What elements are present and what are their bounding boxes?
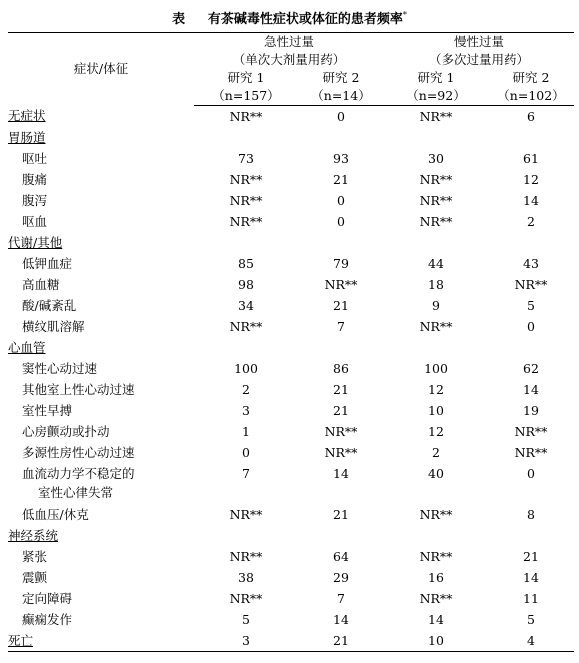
value-cell: 7	[242, 466, 250, 481]
value-cell: NR**	[419, 506, 453, 522]
symptom-label: 酸/碱紊乱	[22, 297, 77, 313]
value-cell: NR**	[419, 213, 453, 229]
value-cell: 86	[333, 360, 349, 376]
value-cell: 21	[333, 171, 349, 187]
value-cell: 61	[523, 150, 539, 166]
table-row	[8, 525, 574, 546]
header-study-chronic-2: 研究 2	[512, 70, 550, 85]
header-n-acute-1: （n=157）	[194, 87, 298, 106]
header-symptom: 症状/体征	[8, 33, 194, 106]
value-cell: NR**	[324, 444, 358, 460]
symptom-label: 呕血	[22, 213, 48, 229]
symptom-label: 高血糖	[22, 276, 60, 292]
value-cell: 1	[242, 423, 250, 439]
value-cell: 0	[337, 213, 345, 229]
table-row	[8, 567, 574, 588]
symptom-label: 呕吐	[22, 150, 48, 166]
value-cell: 98	[238, 276, 254, 292]
value-cell: 44	[428, 255, 444, 271]
value-cell: 5	[242, 611, 250, 627]
table-row	[8, 421, 574, 442]
category-label	[8, 525, 194, 546]
value-cell: 14	[523, 192, 539, 208]
value-cell: 29	[333, 569, 349, 585]
category-label-text: 无症状	[8, 108, 46, 124]
table-row	[8, 211, 574, 232]
table-row	[8, 316, 574, 337]
value-cell: NR**	[324, 423, 358, 439]
value-cell: 2	[432, 444, 440, 460]
value-cell	[194, 232, 298, 253]
table-row	[8, 609, 574, 630]
value-cell: 19	[523, 402, 539, 418]
value-cell: 10	[384, 630, 488, 652]
table-row	[8, 127, 574, 148]
value-cell	[488, 525, 574, 546]
value-cell: 14	[333, 466, 349, 481]
value-cell: NR**	[419, 192, 453, 208]
value-cell: 5	[527, 297, 535, 313]
value-cell	[298, 127, 384, 148]
value-cell: 2	[527, 213, 535, 229]
value-cell: 12	[523, 171, 539, 187]
value-cell: 100	[424, 360, 448, 376]
value-cell: NR**	[229, 548, 263, 564]
symptom-label: 定向障碍	[22, 590, 73, 606]
symptom-label-line-2: 室性心律失常	[38, 485, 114, 500]
value-cell: 12	[428, 423, 444, 439]
value-cell: 14	[523, 569, 539, 585]
value-cell: 0	[527, 466, 535, 481]
value-cell: 2	[242, 381, 250, 397]
symptom-label: 室性早搏	[22, 402, 73, 418]
value-cell: 85	[238, 255, 254, 271]
value-cell	[298, 525, 384, 546]
table-row	[8, 442, 574, 463]
table-row	[8, 295, 574, 316]
value-cell: 0	[527, 318, 535, 334]
value-cell: NR**	[229, 108, 263, 124]
value-cell: 6	[527, 108, 535, 124]
value-cell: NR**	[229, 192, 263, 208]
value-cell	[488, 127, 574, 148]
value-cell: 73	[238, 150, 254, 166]
value-cell: 43	[523, 255, 539, 271]
value-cell	[298, 337, 384, 358]
value-cell: 9	[432, 297, 440, 313]
value-cell: 0	[337, 192, 345, 208]
symptom-label-line-1: 血流动力学不稳定的	[22, 466, 135, 481]
category-label-text: 代谢/其他	[8, 234, 63, 250]
value-cell: 21	[333, 297, 349, 313]
value-cell: NR**	[419, 590, 453, 606]
symptom-frequency-table	[8, 32, 574, 652]
table-row	[8, 274, 574, 295]
value-cell: NR**	[324, 276, 358, 292]
value-cell: 21	[298, 630, 384, 652]
value-cell: 40	[428, 466, 444, 481]
value-cell: 3	[242, 402, 250, 418]
header-chronic-sub: （多次过量用药）	[428, 52, 529, 67]
value-cell: NR**	[229, 213, 263, 229]
category-label	[8, 232, 194, 253]
header-chronic: 慢性过量	[384, 33, 574, 52]
category-label	[8, 127, 194, 148]
value-cell	[488, 337, 574, 358]
value-cell: NR**	[514, 444, 548, 460]
value-cell: 5	[527, 611, 535, 627]
value-cell: 3	[194, 630, 298, 652]
symptom-label: 癫痫发作	[22, 611, 73, 627]
value-cell: 0	[242, 444, 250, 460]
value-cell: 12	[428, 381, 444, 397]
symptom-label: 紧张	[22, 548, 48, 564]
table-row	[8, 358, 574, 379]
table-row	[8, 400, 574, 421]
header-acute: 急性过量	[194, 33, 384, 52]
header-study-chronic-1: 研究 1	[417, 70, 455, 85]
category-label-text: 神经系统	[8, 527, 59, 543]
symptom-label: 横纹肌溶解	[22, 318, 85, 334]
value-cell: 8	[527, 506, 535, 522]
table-title-prefix: 表	[172, 12, 186, 27]
value-cell: 64	[333, 548, 349, 564]
table-row	[8, 148, 574, 169]
table-row	[8, 337, 574, 358]
value-cell: NR**	[419, 108, 453, 124]
value-cell: NR**	[514, 276, 548, 292]
value-cell: 10	[428, 402, 444, 418]
table-row	[8, 588, 574, 609]
table-row	[8, 504, 574, 525]
category-label	[8, 630, 194, 652]
symptom-label: 多源性房性心动过速	[22, 444, 135, 460]
value-cell: 7	[337, 318, 345, 334]
value-cell: 38	[238, 569, 254, 585]
value-cell	[194, 127, 298, 148]
value-cell: 7	[337, 590, 345, 606]
symptom-label: 窦性心动过速	[22, 360, 98, 376]
table-row	[8, 232, 574, 253]
value-cell: NR**	[419, 548, 453, 564]
value-cell: 0	[337, 108, 345, 124]
symptom-label: 低钾血症	[22, 255, 73, 271]
value-cell: 11	[523, 590, 539, 606]
header-n-chronic-1: （n=92）	[384, 87, 488, 106]
value-cell: NR**	[419, 318, 453, 334]
value-cell: NR**	[419, 171, 453, 187]
symptom-label: 低血压/休克	[22, 506, 89, 522]
value-cell: 14	[523, 381, 539, 397]
value-cell: NR**	[229, 318, 263, 334]
value-cell: 100	[234, 360, 258, 376]
value-cell	[194, 337, 298, 358]
value-cell: 62	[523, 360, 539, 376]
header-acute-sub: （单次大剂量用药）	[232, 52, 346, 67]
value-cell	[384, 127, 488, 148]
header-n-acute-2: （n=14）	[298, 87, 384, 106]
table-title	[0, 8, 579, 27]
table-row	[8, 546, 574, 567]
value-cell	[194, 525, 298, 546]
category-label-text: 心血管	[8, 339, 46, 355]
header-study-acute-2: 研究 2	[322, 70, 360, 85]
table-title-text: 有茶碱毒性症状或体征的患者频率	[207, 12, 403, 27]
value-cell	[488, 232, 574, 253]
value-cell: NR**	[229, 590, 263, 606]
category-label-text: 胃肠道	[8, 129, 46, 145]
value-cell	[298, 232, 384, 253]
value-cell: NR**	[514, 423, 548, 439]
value-cell	[384, 232, 488, 253]
symptom-label: 心房颤动或扑动	[22, 423, 110, 439]
value-cell: 14	[333, 611, 349, 627]
value-cell: 79	[333, 255, 349, 271]
value-cell	[384, 525, 488, 546]
value-cell: 14	[428, 611, 444, 627]
value-cell: 34	[238, 297, 254, 313]
table-title-footnote-mark: *	[402, 10, 407, 20]
symptom-label: 腹痛	[22, 171, 48, 187]
category-label	[8, 106, 194, 128]
symptom-label	[8, 463, 194, 504]
value-cell: 21	[523, 548, 539, 564]
value-cell: 21	[333, 381, 349, 397]
value-cell: 16	[428, 569, 444, 585]
table-row	[8, 253, 574, 274]
table-row	[8, 106, 574, 128]
category-label	[8, 337, 194, 358]
table-row	[8, 463, 574, 504]
value-cell	[384, 337, 488, 358]
header-n-chronic-2: （n=102）	[488, 87, 574, 106]
value-cell: 4	[488, 630, 574, 652]
table-row	[8, 169, 574, 190]
value-cell: 30	[428, 150, 444, 166]
value-cell: 18	[428, 276, 444, 292]
table-row	[8, 630, 574, 652]
table-body	[8, 106, 574, 652]
symptom-label: 其他室上性心动过速	[22, 381, 135, 397]
category-label-text: 死亡	[8, 632, 34, 648]
value-cell: NR**	[229, 506, 263, 522]
value-cell: 21	[333, 506, 349, 522]
symptom-label: 腹泻	[22, 192, 48, 208]
value-cell: NR**	[229, 171, 263, 187]
value-cell: 21	[333, 402, 349, 418]
value-cell: 93	[333, 150, 349, 166]
table-row	[8, 190, 574, 211]
header-study-acute-1: 研究 1	[227, 70, 265, 85]
symptom-label: 震颤	[22, 569, 48, 585]
table-row	[8, 379, 574, 400]
